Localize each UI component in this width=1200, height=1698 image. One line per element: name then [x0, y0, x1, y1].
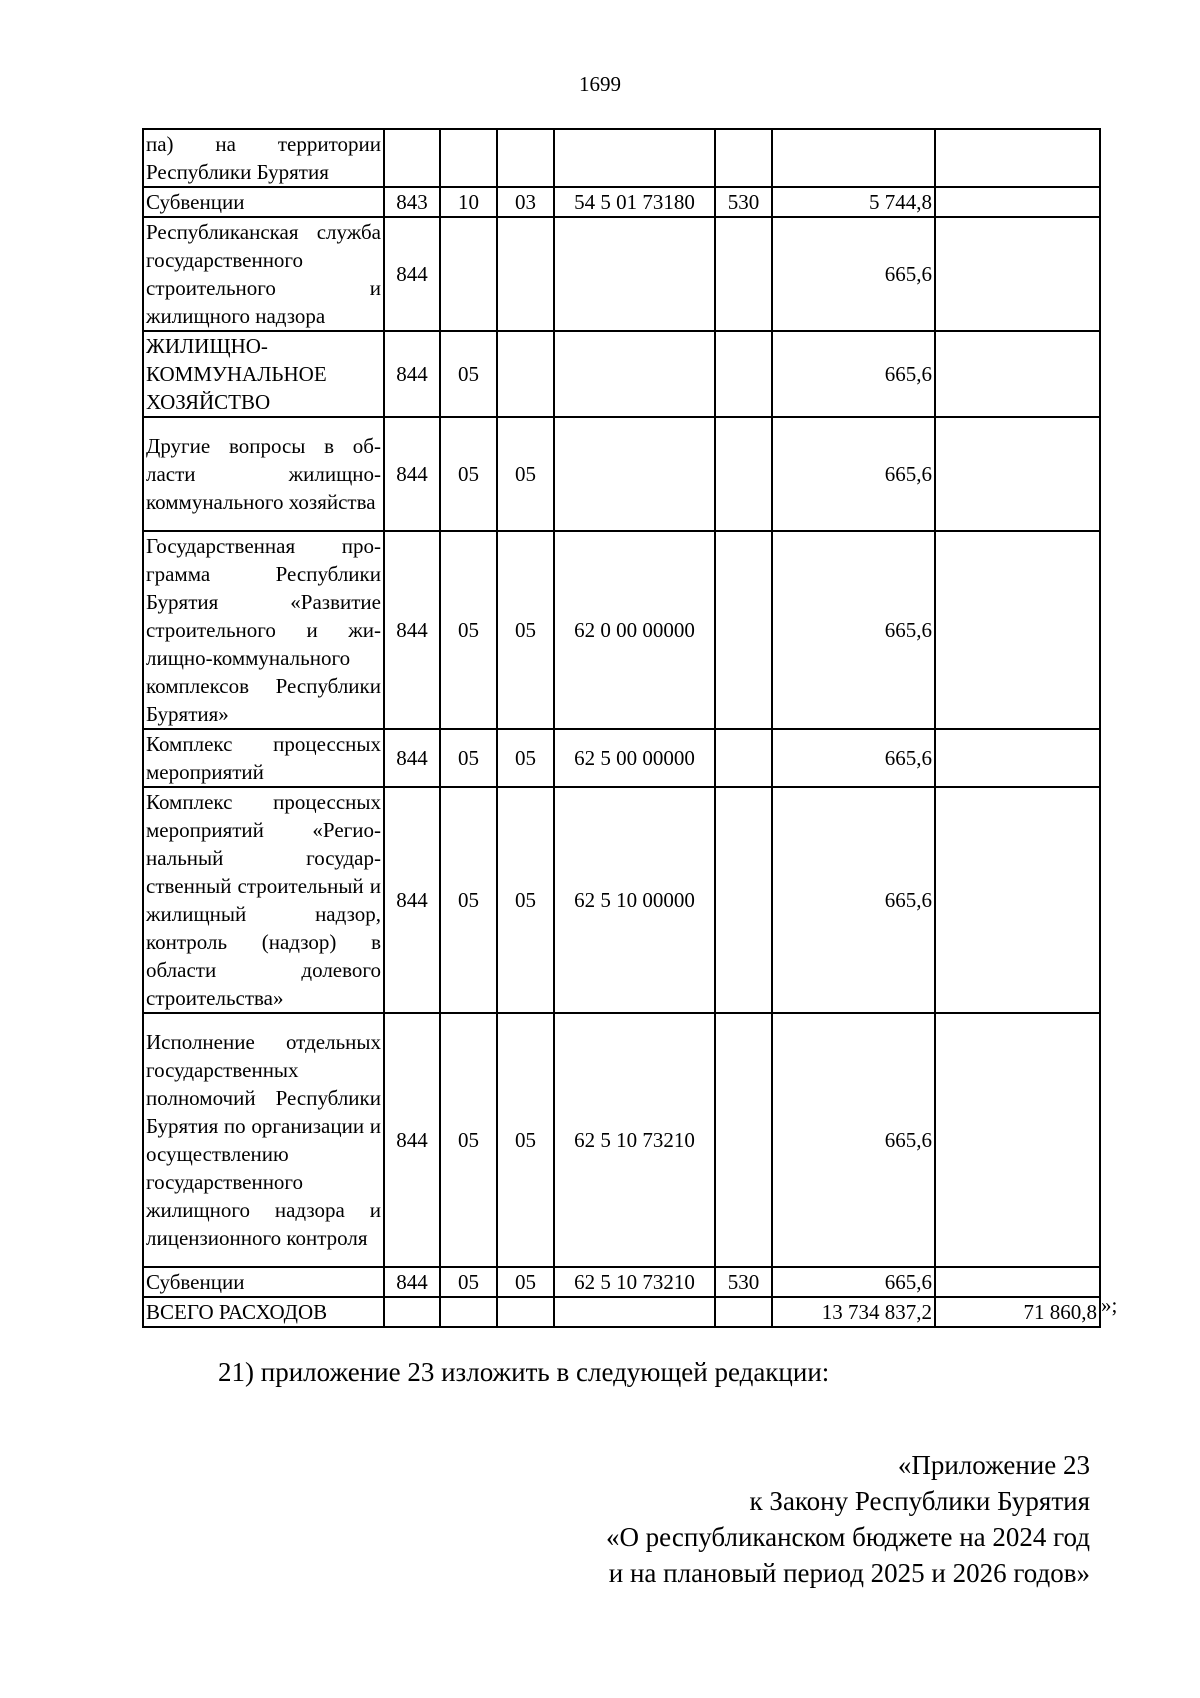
- row-target-article-cell: [554, 1297, 715, 1327]
- row-ministry-code-cell: [384, 129, 440, 187]
- row-section-cell: 10: [440, 187, 497, 217]
- row-expense-type-cell: 530: [715, 1267, 772, 1297]
- row-amount-cell: 665,6: [772, 787, 935, 1013]
- row-target-article-cell: [554, 331, 715, 417]
- row-name-cell: па) на территории Республики Бурятия: [143, 129, 384, 187]
- row-subsection-cell: [497, 1297, 554, 1327]
- row-amount-cell: 665,6: [772, 331, 935, 417]
- closing-quote-mark: »;: [1101, 1293, 1118, 1317]
- row-name-cell: ЖИЛИЩНО-КОММУНАЛЬНОЕ ХОЗЯЙСТВО: [143, 331, 384, 417]
- row-ministry-code-cell: 844: [384, 531, 440, 729]
- page-number: 1699: [579, 72, 621, 96]
- row-section-cell: [440, 1297, 497, 1327]
- row-subsection-cell: 03: [497, 187, 554, 217]
- row-section-cell: 05: [440, 1267, 497, 1297]
- row-expense-type-cell: [715, 787, 772, 1013]
- appendix-law-reference: к Закону Республики Бурятия: [749, 1486, 1090, 1516]
- row-ministry-code-cell: 844: [384, 1267, 440, 1297]
- row-amount-extra-cell: 71 860,8: [935, 1297, 1100, 1327]
- budget-table: [142, 128, 1101, 1328]
- row-name-cell: Субвенции: [143, 1267, 384, 1297]
- row-amount-cell: 665,6: [772, 1013, 935, 1267]
- row-expense-type-cell: [715, 729, 772, 787]
- row-target-article-cell: [554, 417, 715, 531]
- row-name-cell: Исполнение отдельных государственных полномочий Республики Бурятия по организации и осуществлению государственного жилищного надзора и лицензионного контроля: [143, 1013, 384, 1267]
- table-row: [143, 187, 1100, 217]
- row-amount-cell: 665,6: [772, 217, 935, 331]
- row-expense-type-cell: [715, 1297, 772, 1327]
- row-ministry-code-cell: 844: [384, 417, 440, 531]
- row-amount-cell: 5 744,8: [772, 187, 935, 217]
- row-amount-cell: 665,6: [772, 531, 935, 729]
- amendment-instruction: 21) приложение 23 изложить в следующей редакции:: [218, 1357, 830, 1387]
- row-name-cell: Республиканская служба государственного строительного и жилищного надзора: [143, 217, 384, 331]
- row-target-article-cell: 62 5 10 00000: [554, 787, 715, 1013]
- row-name-cell: Комплекс процессных мероприятий «Региональный государственный строительный и жилищный надзор, контроль (надзор) в области долевого строительства»: [143, 787, 384, 1013]
- row-amount-extra-cell: [935, 187, 1100, 217]
- table-row: [143, 1267, 1100, 1297]
- row-expense-type-cell: [715, 331, 772, 417]
- row-ministry-code-cell: 844: [384, 787, 440, 1013]
- row-amount-extra-cell: [935, 417, 1100, 531]
- appendix-law-period: и на плановый период 2025 и 2026 годов»: [608, 1558, 1090, 1588]
- row-subsection-cell: [497, 331, 554, 417]
- table-row: [143, 129, 1100, 187]
- row-amount-extra-cell: [935, 729, 1100, 787]
- row-subsection-cell: 05: [497, 729, 554, 787]
- row-amount-extra-cell: [935, 331, 1100, 417]
- row-ministry-code-cell: 844: [384, 331, 440, 417]
- row-ministry-code-cell: 844: [384, 217, 440, 331]
- table-row: [143, 787, 1100, 1013]
- row-section-cell: 05: [440, 531, 497, 729]
- row-amount-cell: 665,6: [772, 729, 935, 787]
- row-section-cell: 05: [440, 331, 497, 417]
- row-section-cell: 05: [440, 417, 497, 531]
- row-name-cell: Государственная программа Республики Бурятия «Развитие строительного и жилищно-коммунального комплексов Республики Бурятия»: [143, 531, 384, 729]
- table-row: [143, 217, 1100, 331]
- row-amount-cell: 665,6: [772, 417, 935, 531]
- row-expense-type-cell: [715, 417, 772, 531]
- row-subsection-cell: 05: [497, 417, 554, 531]
- row-ministry-code-cell: [384, 1297, 440, 1327]
- row-amount-extra-cell: [935, 1013, 1100, 1267]
- row-target-article-cell: [554, 217, 715, 331]
- row-amount-extra-cell: [935, 531, 1100, 729]
- row-amount-cell: 665,6: [772, 1267, 935, 1297]
- row-ministry-code-cell: 844: [384, 1013, 440, 1267]
- row-expense-type-cell: [715, 129, 772, 187]
- row-expense-type-cell: [715, 1013, 772, 1267]
- row-expense-type-cell: [715, 531, 772, 729]
- row-target-article-cell: 62 5 00 00000: [554, 729, 715, 787]
- row-section-cell: 05: [440, 787, 497, 1013]
- row-amount-extra-cell: [935, 1267, 1100, 1297]
- row-amount-extra-cell: [935, 217, 1100, 331]
- table-row: [143, 531, 1100, 729]
- table-row: [143, 417, 1100, 531]
- row-name-cell: ВСЕГО РАСХОДОВ: [143, 1297, 384, 1327]
- table-row: [143, 729, 1100, 787]
- row-section-cell: 05: [440, 729, 497, 787]
- row-section-cell: [440, 129, 497, 187]
- row-subsection-cell: 05: [497, 1267, 554, 1297]
- row-subsection-cell: [497, 217, 554, 331]
- row-expense-type-cell: [715, 217, 772, 331]
- row-subsection-cell: [497, 129, 554, 187]
- row-target-article-cell: 62 0 00 00000: [554, 531, 715, 729]
- table-row: [143, 1013, 1100, 1267]
- row-amount-cell: 13 734 837,2: [772, 1297, 935, 1327]
- row-section-cell: [440, 217, 497, 331]
- row-subsection-cell: 05: [497, 1013, 554, 1267]
- row-amount-extra-cell: [935, 787, 1100, 1013]
- row-target-article-cell: 62 5 10 73210: [554, 1267, 715, 1297]
- table-row: [143, 1297, 1100, 1327]
- row-amount-cell: [772, 129, 935, 187]
- row-target-article-cell: 62 5 10 73210: [554, 1013, 715, 1267]
- row-name-cell: Субвенции: [143, 187, 384, 217]
- appendix-title: «Приложение 23: [897, 1450, 1090, 1480]
- table-row: [143, 331, 1100, 417]
- row-subsection-cell: 05: [497, 787, 554, 1013]
- row-name-cell: Комплекс процессных мероприятий: [143, 729, 384, 787]
- row-target-article-cell: [554, 129, 715, 187]
- row-name-cell: Другие вопросы в области жилищно-коммунального хозяйства: [143, 417, 384, 531]
- row-expense-type-cell: 530: [715, 187, 772, 217]
- row-target-article-cell: 54 5 01 73180: [554, 187, 715, 217]
- row-ministry-code-cell: 844: [384, 729, 440, 787]
- row-ministry-code-cell: 843: [384, 187, 440, 217]
- appendix-law-title: «О республиканском бюджете на 2024 год: [605, 1522, 1090, 1552]
- row-amount-extra-cell: [935, 129, 1100, 187]
- row-section-cell: 05: [440, 1013, 497, 1267]
- appendix-header: [606, 1447, 1090, 1591]
- row-subsection-cell: 05: [497, 531, 554, 729]
